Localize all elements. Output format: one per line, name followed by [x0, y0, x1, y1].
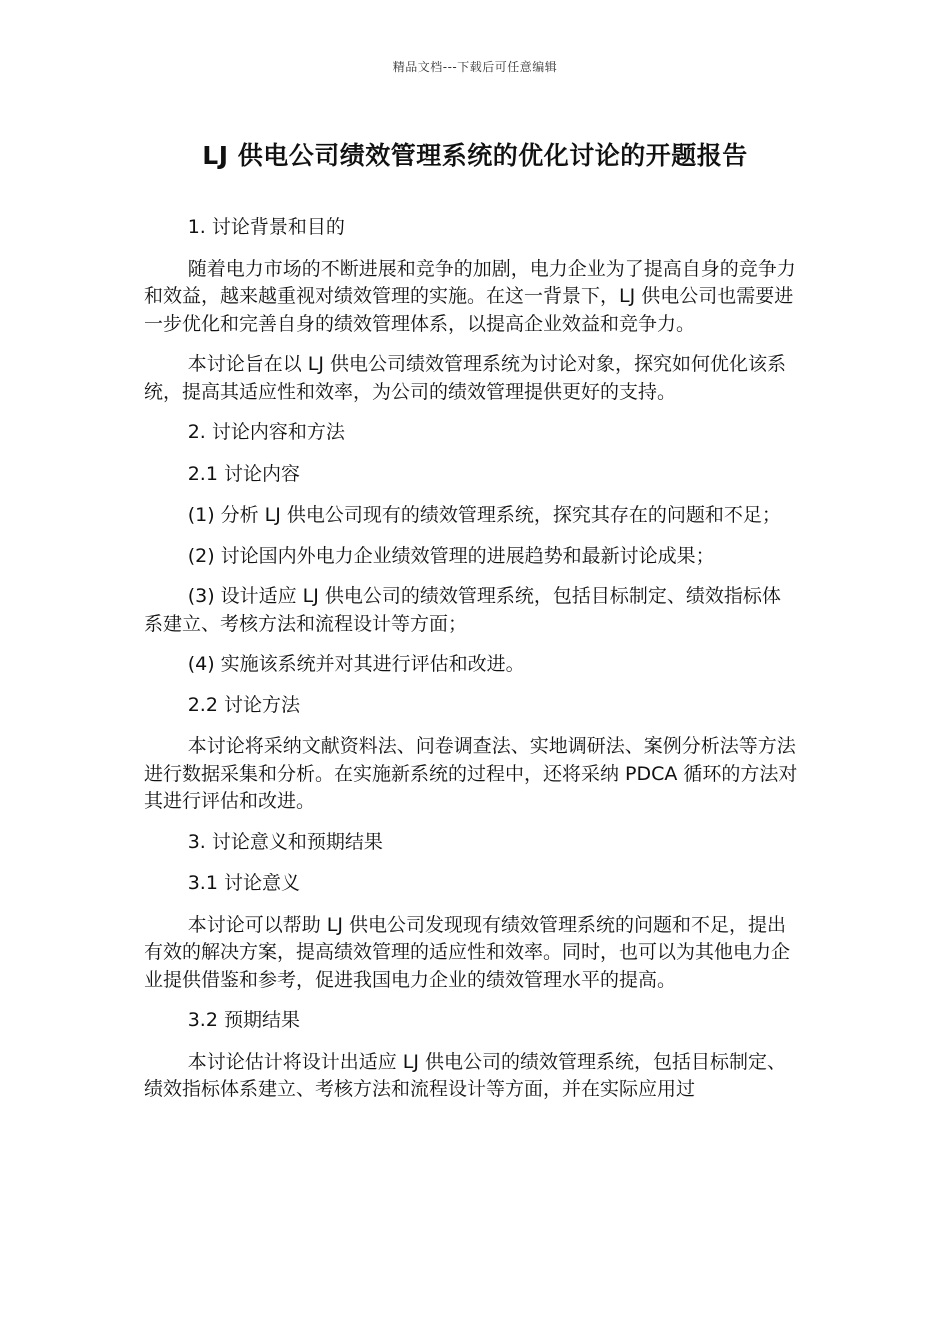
subsection-heading-3-1: 3.1 讨论意义 — [187, 872, 300, 894]
paragraph-purpose: 本讨论旨在以 LJ 供电公司绩效管理系统为讨论对象，探究如何优化该系统，提高其适应性和效率，为公司的绩效管理提供更好的支持。 — [144, 353, 786, 403]
list-item-1: (1) 分析 LJ 供电公司现有的绩效管理系统，探究其存在的问题和不足； — [187, 504, 781, 526]
section-heading-1: 1. 讨论背景和目的 — [187, 216, 345, 238]
document-body — [144, 214, 798, 1117]
subsection-heading-2-2: 2.2 讨论方法 — [187, 693, 300, 716]
paragraph-expected-results: 本讨论估计将设计出适应 LJ 供电公司的绩效管理系统，包括目标制定、绩效指标体系建立、考核方法和流程设计等方面，并在实际应用过 — [144, 1050, 786, 1100]
list-item-4: (4) 实施该系统并对其进行评估和改进。 — [187, 653, 525, 675]
subsection-heading-3-2: 3.2 预期结果 — [187, 1009, 300, 1031]
section-heading-3: 3. 讨论意义和预期结果 — [187, 830, 383, 853]
paragraph-methods: 本讨论将采纳文献资料法、问卷调查法、实地调研法、案例分析法等方法进行数据采集和分析。在实施新系统的过程中，还将采纳 PDCA 循环的方法对其进行评估和改进。 — [144, 735, 798, 812]
paragraph-background: 随着电力市场的不断进展和竞争的加剧，电力企业为了提高自身的竞争力和效益，越来越重视对绩效管理的实施。在这一背景下，LJ 供电公司也需要进一步优化和完善自身的绩效管理体系，以提高企业效益和竞争力。 — [144, 257, 796, 335]
paragraph-significance: 本讨论可以帮助 LJ 供电公司发现现有绩效管理系统的问题和不足，提出有效的解决方案，提高绩效管理的适应性和效率。同时，也可以为其他电力企业提供借鉴和参考，促进我国电力企业的绩效管理水平的提高。 — [144, 913, 791, 991]
subsection-heading-2-1: 2.1 讨论内容 — [187, 462, 300, 485]
header-note: 精品文档---下载后可任意编辑 — [392, 60, 558, 74]
list-item-2: (2) 讨论国内外电力企业绩效管理的进展趋势和最新讨论成果； — [187, 544, 715, 567]
document-title: LJ 供电公司绩效管理系统的优化讨论的开题报告 — [202, 141, 748, 170]
section-heading-2: 2. 讨论内容和方法 — [187, 421, 345, 443]
list-item-3: (3) 设计适应 LJ 供电公司的绩效管理系统，包括目标制定、绩效指标体系建立、考核方法和流程设计等方面； — [144, 585, 781, 635]
